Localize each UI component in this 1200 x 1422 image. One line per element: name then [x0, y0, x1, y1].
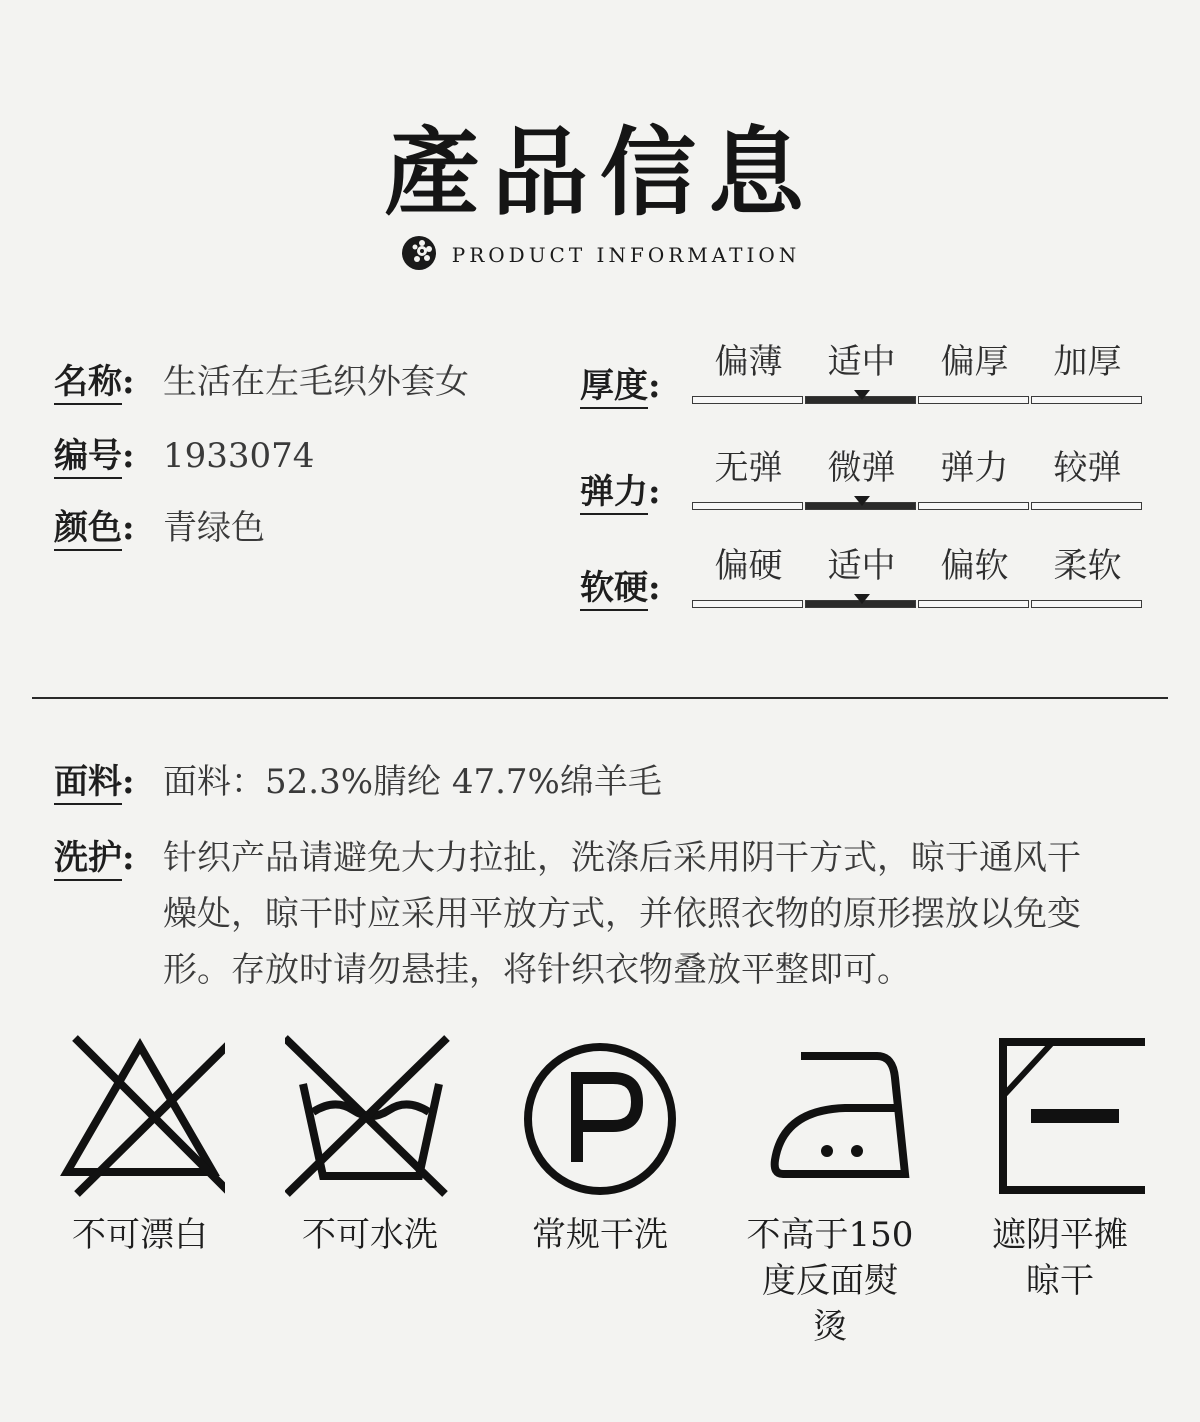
color-value: 青绿色	[163, 508, 265, 548]
scale-segment	[918, 600, 1029, 608]
scale-option: 偏硬	[714, 546, 783, 586]
page-title: 產品信息	[384, 116, 816, 229]
fabric-value: 面料：52.3%腈纶 47.7%绵羊毛	[163, 762, 662, 802]
scale-options	[692, 342, 1144, 382]
color-label: 颜色:	[54, 508, 135, 548]
scale-bar	[692, 396, 1144, 404]
care-line: 针织产品请避免大力拉扯，洗涤后采用阴干方式，晾于通风干	[163, 838, 1081, 878]
dry-clean-p-icon	[515, 1032, 685, 1202]
scale-bar	[692, 502, 1144, 510]
care-caption: 常规干洗	[532, 1215, 668, 1255]
scale-option: 偏薄	[714, 342, 783, 382]
scale-option: 柔软	[1053, 546, 1122, 586]
iron-low-icon	[745, 1032, 915, 1202]
care-item-dry-clean	[500, 1032, 700, 1258]
fabric-label: 面料:	[54, 762, 135, 802]
flower-seal-icon	[400, 234, 438, 276]
scale-segment	[692, 396, 803, 404]
scale-segment	[918, 396, 1029, 404]
no-bleach-icon	[55, 1032, 225, 1202]
section-divider	[32, 697, 1168, 699]
care-line: 形。存放时请勿悬挂，将针织衣物叠放平整即可。	[163, 950, 911, 990]
scale-options	[692, 546, 1144, 586]
scale-marker-icon	[854, 594, 870, 604]
scale-segment	[692, 600, 803, 608]
care-item-no-wash	[270, 1032, 470, 1258]
scale-option: 弹力	[940, 448, 1009, 488]
scale-bar	[692, 600, 1144, 608]
care-item-no-bleach	[40, 1032, 240, 1258]
scale-segment	[692, 502, 803, 510]
scale-marker-icon	[854, 390, 870, 400]
code-label: 编号:	[54, 436, 135, 476]
scale-segment	[1031, 600, 1142, 608]
softness-scale	[692, 546, 1144, 608]
care-label: 洗护:	[54, 838, 135, 878]
scale-option: 无弹	[714, 448, 783, 488]
page-subtitle: PRODUCT INFORMATION	[451, 243, 801, 267]
scale-options	[692, 448, 1144, 488]
dry-flat-shade-icon	[975, 1032, 1145, 1202]
scale-marker-icon	[854, 496, 870, 506]
elasticity-label: 弹力:	[580, 472, 661, 512]
no-wash-icon	[285, 1032, 455, 1202]
softness-label: 软硬:	[580, 568, 661, 608]
scale-option: 适中	[827, 342, 896, 382]
scale-segment	[918, 502, 1029, 510]
care-caption: 不可漂白	[72, 1215, 208, 1255]
care-line: 燥处，晾干时应采用平放方式，并依照衣物的原形摆放以免变	[163, 894, 1081, 934]
name-label: 名称:	[54, 362, 135, 402]
thickness-scale	[692, 342, 1144, 404]
care-item-dry-flat	[960, 1032, 1160, 1304]
scale-option: 加厚	[1053, 342, 1122, 382]
code-value: 1933074	[163, 436, 315, 476]
scale-option: 偏软	[940, 546, 1009, 586]
care-caption: 遮阴平摊 晾干	[992, 1215, 1128, 1301]
subtitle-row	[0, 234, 1200, 276]
scale-option: 偏厚	[940, 342, 1009, 382]
thickness-label: 厚度:	[580, 366, 661, 406]
scale-option: 适中	[827, 546, 896, 586]
care-caption: 不可水洗	[302, 1215, 438, 1255]
scale-option: 较弹	[1053, 448, 1122, 488]
elasticity-scale	[692, 448, 1144, 510]
care-item-iron	[730, 1032, 930, 1350]
care-instructions	[163, 830, 1163, 998]
scale-segment	[1031, 502, 1142, 510]
scale-option: 微弹	[827, 448, 896, 488]
name-value: 生活在左毛织外套女	[163, 362, 469, 402]
care-caption: 不高于150 度反面熨 烫	[746, 1215, 914, 1347]
scale-segment	[1031, 396, 1142, 404]
